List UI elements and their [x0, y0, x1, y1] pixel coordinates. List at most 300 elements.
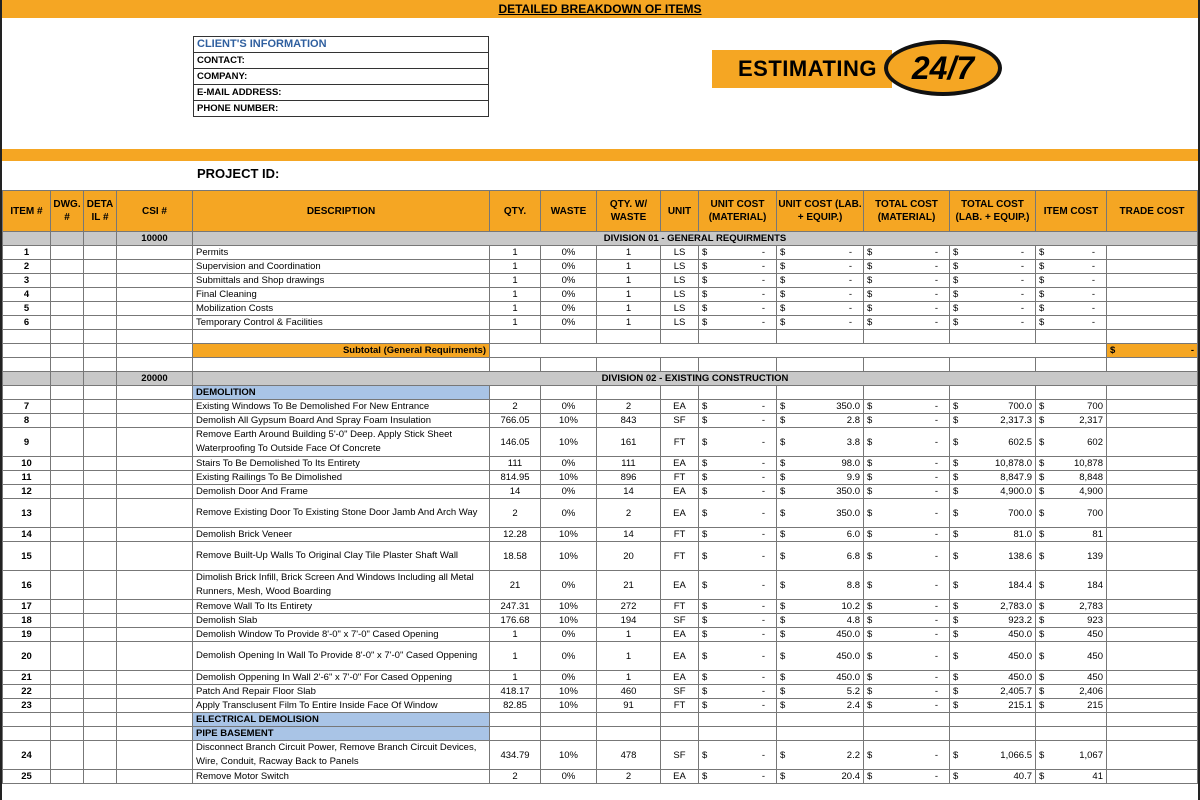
unit-cost-labor[interactable] — [777, 316, 864, 330]
cell[interactable] — [490, 330, 541, 344]
table-row[interactable] — [3, 671, 1198, 685]
qty-cell[interactable]: 82.85 — [490, 699, 541, 713]
cell[interactable] — [699, 358, 777, 372]
total-cost-material[interactable] — [864, 571, 950, 600]
unit-cell[interactable]: EA — [661, 770, 699, 784]
item-description[interactable]: Permits — [193, 246, 490, 260]
total-cost-material[interactable] — [864, 600, 950, 614]
item-cost[interactable] — [1036, 485, 1107, 499]
cell[interactable] — [3, 727, 51, 741]
detail-cell[interactable] — [84, 642, 117, 671]
unit-cost-material[interactable] — [699, 302, 777, 316]
qty-waste-cell[interactable]: 1 — [597, 302, 661, 316]
qty-cell[interactable]: 1 — [490, 288, 541, 302]
detail-cell[interactable] — [84, 528, 117, 542]
dwg-cell[interactable] — [51, 485, 84, 499]
cell[interactable] — [597, 330, 661, 344]
qty-cell[interactable]: 2 — [490, 770, 541, 784]
total-cost-material[interactable] — [864, 471, 950, 485]
unit-cell[interactable]: LS — [661, 302, 699, 316]
column-header[interactable]: CSI # — [117, 191, 193, 232]
trade-cost-cell[interactable] — [1107, 685, 1198, 699]
cell[interactable] — [1036, 358, 1107, 372]
csi-cell[interactable] — [117, 741, 193, 770]
detail-cell[interactable] — [84, 614, 117, 628]
waste-cell[interactable]: 0% — [541, 485, 597, 499]
unit-cost-material[interactable] — [699, 485, 777, 499]
qty-waste-cell[interactable]: 1 — [597, 274, 661, 288]
item-number[interactable]: 2 — [3, 260, 51, 274]
cell[interactable] — [864, 330, 950, 344]
total-cost-material[interactable] — [864, 642, 950, 671]
cell[interactable] — [3, 232, 51, 246]
csi-cell[interactable] — [117, 699, 193, 713]
total-cost-material[interactable] — [864, 274, 950, 288]
unit-cost-material[interactable] — [699, 471, 777, 485]
detail-cell[interactable] — [84, 471, 117, 485]
unit-cost-labor[interactable] — [777, 685, 864, 699]
cell[interactable] — [1107, 727, 1198, 741]
total-cost-labor[interactable] — [950, 471, 1036, 485]
waste-cell[interactable]: 10% — [541, 542, 597, 571]
qty-cell[interactable]: 814.95 — [490, 471, 541, 485]
item-description[interactable]: Existing Windows To Be Demolished For New Entrance — [193, 400, 490, 414]
cell[interactable] — [541, 330, 597, 344]
item-number[interactable]: 11 — [3, 471, 51, 485]
unit-cost-material[interactable] — [699, 699, 777, 713]
waste-cell[interactable]: 10% — [541, 471, 597, 485]
section-label[interactable]: DEMOLITION — [193, 386, 490, 400]
column-header[interactable]: DESCRIPTION — [193, 191, 490, 232]
unit-cost-labor[interactable] — [777, 288, 864, 302]
cell[interactable] — [1036, 386, 1107, 400]
trade-cost-cell[interactable] — [1107, 288, 1198, 302]
total-cost-material[interactable] — [864, 302, 950, 316]
table-row[interactable] — [3, 428, 1198, 457]
cell[interactable] — [864, 358, 950, 372]
cell[interactable] — [661, 386, 699, 400]
detail-cell[interactable] — [84, 741, 117, 770]
item-cost[interactable] — [1036, 600, 1107, 614]
item-cost[interactable] — [1036, 542, 1107, 571]
detail-cell[interactable] — [84, 685, 117, 699]
dwg-cell[interactable] — [51, 400, 84, 414]
waste-cell[interactable]: 0% — [541, 400, 597, 414]
unit-cost-material[interactable] — [699, 628, 777, 642]
item-description[interactable]: Demolish Opening In Wall To Provide 8'-0" x 7'-0" Cased Oppening — [193, 642, 490, 671]
item-cost[interactable] — [1036, 400, 1107, 414]
column-header[interactable]: UNIT COST (LAB. + EQUIP.) — [777, 191, 864, 232]
qty-cell[interactable]: 1 — [490, 302, 541, 316]
csi-cell[interactable] — [117, 671, 193, 685]
item-description[interactable]: Disconnect Branch Circuit Power, Remove Branch Circuit Devices, Wire, Conduit, Racway Back to Panels — [193, 741, 490, 770]
column-header[interactable]: TOTAL COST (MATERIAL) — [864, 191, 950, 232]
csi-cell[interactable] — [117, 302, 193, 316]
trade-cost-cell[interactable] — [1107, 542, 1198, 571]
item-number[interactable]: 10 — [3, 457, 51, 471]
cell[interactable] — [117, 727, 193, 741]
unit-cost-material[interactable] — [699, 499, 777, 528]
waste-cell[interactable]: 0% — [541, 457, 597, 471]
unit-cell[interactable]: EA — [661, 671, 699, 685]
detail-cell[interactable] — [84, 542, 117, 571]
item-cost[interactable] — [1036, 671, 1107, 685]
csi-cell[interactable] — [117, 316, 193, 330]
qty-waste-cell[interactable]: 111 — [597, 457, 661, 471]
cell[interactable] — [597, 386, 661, 400]
cell[interactable] — [777, 386, 864, 400]
dwg-cell[interactable] — [51, 457, 84, 471]
item-description[interactable]: Supervision and Coordination — [193, 260, 490, 274]
csi-cell[interactable] — [117, 614, 193, 628]
item-description[interactable]: Existing Railings To Be Dimolished — [193, 471, 490, 485]
unit-cell[interactable]: FT — [661, 528, 699, 542]
cell[interactable] — [84, 330, 117, 344]
qty-waste-cell[interactable]: 460 — [597, 685, 661, 699]
total-cost-labor[interactable] — [950, 457, 1036, 471]
item-number[interactable]: 13 — [3, 499, 51, 528]
waste-cell[interactable]: 0% — [541, 316, 597, 330]
table-row[interactable] — [3, 628, 1198, 642]
total-cost-material[interactable] — [864, 316, 950, 330]
cell[interactable] — [1107, 386, 1198, 400]
table-row[interactable] — [3, 288, 1198, 302]
unit-cost-material[interactable] — [699, 260, 777, 274]
cell[interactable] — [51, 344, 84, 358]
trade-cost-cell[interactable] — [1107, 471, 1198, 485]
unit-cost-labor[interactable] — [777, 642, 864, 671]
table-row[interactable] — [3, 542, 1198, 571]
qty-cell[interactable]: 176.68 — [490, 614, 541, 628]
dwg-cell[interactable] — [51, 246, 84, 260]
qty-waste-cell[interactable]: 2 — [597, 770, 661, 784]
qty-waste-cell[interactable]: 91 — [597, 699, 661, 713]
trade-cost-cell[interactable] — [1107, 457, 1198, 471]
trade-cost-cell[interactable] — [1107, 528, 1198, 542]
cell[interactable] — [490, 713, 541, 727]
unit-cost-labor[interactable] — [777, 260, 864, 274]
cell[interactable] — [1036, 330, 1107, 344]
qty-waste-cell[interactable]: 272 — [597, 600, 661, 614]
trade-cost-cell[interactable] — [1107, 699, 1198, 713]
unit-cost-labor[interactable] — [777, 400, 864, 414]
total-cost-material[interactable] — [864, 428, 950, 457]
unit-cost-labor[interactable] — [777, 457, 864, 471]
qty-cell[interactable]: 1 — [490, 316, 541, 330]
csi-cell[interactable] — [117, 600, 193, 614]
cell[interactable] — [193, 330, 490, 344]
total-cost-labor[interactable] — [950, 770, 1036, 784]
unit-cost-labor[interactable] — [777, 628, 864, 642]
qty-waste-cell[interactable]: 2 — [597, 499, 661, 528]
qty-cell[interactable]: 111 — [490, 457, 541, 471]
qty-waste-cell[interactable]: 1 — [597, 260, 661, 274]
total-cost-material[interactable] — [864, 542, 950, 571]
csi-number[interactable]: 10000 — [117, 232, 193, 246]
unit-cell[interactable]: EA — [661, 485, 699, 499]
trade-cost-cell[interactable] — [1107, 770, 1198, 784]
total-cost-material[interactable] — [864, 499, 950, 528]
csi-cell[interactable] — [117, 457, 193, 471]
item-description[interactable]: Dimolish Brick Infill, Brick Screen And Windows Including all Metal Runners, Mesh, Wood Boarding — [193, 571, 490, 600]
cell[interactable] — [84, 232, 117, 246]
trade-cost-cell[interactable] — [1107, 600, 1198, 614]
unit-cost-material[interactable] — [699, 671, 777, 685]
waste-cell[interactable]: 0% — [541, 671, 597, 685]
cell[interactable] — [777, 713, 864, 727]
detail-cell[interactable] — [84, 699, 117, 713]
unit-cost-labor[interactable] — [777, 528, 864, 542]
cell[interactable] — [51, 713, 84, 727]
contact-field[interactable]: CONTACT: — [194, 53, 488, 69]
item-cost[interactable] — [1036, 428, 1107, 457]
waste-cell[interactable]: 0% — [541, 571, 597, 600]
detail-cell[interactable] — [84, 600, 117, 614]
item-cost[interactable] — [1036, 699, 1107, 713]
cell[interactable] — [864, 386, 950, 400]
qty-waste-cell[interactable]: 896 — [597, 471, 661, 485]
cell[interactable] — [864, 713, 950, 727]
unit-cost-material[interactable] — [699, 457, 777, 471]
cell[interactable] — [1107, 330, 1198, 344]
csi-number[interactable]: 20000 — [117, 372, 193, 386]
item-description[interactable]: Temporary Control & Facilities — [193, 316, 490, 330]
total-cost-labor[interactable] — [950, 542, 1036, 571]
cell[interactable] — [597, 358, 661, 372]
column-header[interactable]: DETA IL # — [84, 191, 117, 232]
trade-cost-cell[interactable] — [1107, 614, 1198, 628]
section-label[interactable]: ELECTRICAL DEMOLISION — [193, 713, 490, 727]
dwg-cell[interactable] — [51, 316, 84, 330]
unit-cost-labor[interactable] — [777, 741, 864, 770]
item-cost[interactable] — [1036, 571, 1107, 600]
column-header[interactable]: DWG. # — [51, 191, 84, 232]
cell[interactable] — [1107, 713, 1198, 727]
unit-cost-labor[interactable] — [777, 614, 864, 628]
waste-cell[interactable]: 0% — [541, 628, 597, 642]
unit-cell[interactable]: SF — [661, 685, 699, 699]
dwg-cell[interactable] — [51, 642, 84, 671]
unit-cost-labor[interactable] — [777, 485, 864, 499]
item-number[interactable]: 1 — [3, 246, 51, 260]
waste-cell[interactable]: 10% — [541, 741, 597, 770]
table-row[interactable] — [3, 741, 1198, 770]
total-cost-labor[interactable] — [950, 528, 1036, 542]
csi-cell[interactable] — [117, 542, 193, 571]
total-cost-labor[interactable] — [950, 274, 1036, 288]
item-number[interactable]: 23 — [3, 699, 51, 713]
unit-cell[interactable]: FT — [661, 699, 699, 713]
csi-cell[interactable] — [117, 414, 193, 428]
item-cost[interactable] — [1036, 528, 1107, 542]
cell[interactable] — [490, 358, 541, 372]
qty-waste-cell[interactable]: 14 — [597, 485, 661, 499]
cell[interactable] — [541, 386, 597, 400]
unit-cost-material[interactable] — [699, 274, 777, 288]
cell[interactable] — [3, 358, 51, 372]
total-cost-material[interactable] — [864, 457, 950, 471]
item-number[interactable]: 17 — [3, 600, 51, 614]
cell[interactable] — [3, 330, 51, 344]
unit-cost-material[interactable] — [699, 316, 777, 330]
total-cost-material[interactable] — [864, 260, 950, 274]
company-field[interactable]: COMPANY: — [194, 69, 488, 85]
cell[interactable] — [3, 372, 51, 386]
detail-cell[interactable] — [84, 628, 117, 642]
column-header[interactable]: UNIT COST (MATERIAL) — [699, 191, 777, 232]
detail-cell[interactable] — [84, 414, 117, 428]
cell[interactable] — [950, 330, 1036, 344]
csi-cell[interactable] — [117, 571, 193, 600]
unit-cost-material[interactable] — [699, 770, 777, 784]
csi-cell[interactable] — [117, 770, 193, 784]
waste-cell[interactable]: 0% — [541, 302, 597, 316]
table-row[interactable] — [3, 302, 1198, 316]
column-header[interactable]: QTY. — [490, 191, 541, 232]
table-row[interactable] — [3, 499, 1198, 528]
total-cost-material[interactable] — [864, 528, 950, 542]
total-cost-labor[interactable] — [950, 414, 1036, 428]
unit-cost-material[interactable] — [699, 685, 777, 699]
total-cost-labor[interactable] — [950, 685, 1036, 699]
unit-cost-material[interactable] — [699, 400, 777, 414]
cell[interactable] — [699, 386, 777, 400]
qty-waste-cell[interactable]: 161 — [597, 428, 661, 457]
subtotal-value[interactable] — [1107, 344, 1198, 358]
item-cost[interactable] — [1036, 288, 1107, 302]
item-description[interactable]: Remove Earth Around Building 5'-0" Deep. Apply Stick Sheet Waterproofing To Outside Face Of Concrete — [193, 428, 490, 457]
total-cost-labor[interactable] — [950, 642, 1036, 671]
qty-cell[interactable]: 1 — [490, 246, 541, 260]
cell[interactable] — [699, 330, 777, 344]
item-cost[interactable] — [1036, 414, 1107, 428]
qty-cell[interactable]: 1 — [490, 642, 541, 671]
qty-cell[interactable]: 247.31 — [490, 600, 541, 614]
dwg-cell[interactable] — [51, 428, 84, 457]
item-cost[interactable] — [1036, 628, 1107, 642]
cell[interactable] — [1036, 727, 1107, 741]
dwg-cell[interactable] — [51, 288, 84, 302]
item-number[interactable]: 21 — [3, 671, 51, 685]
detail-cell[interactable] — [84, 400, 117, 414]
column-header[interactable]: TOTAL COST (LAB. + EQUIP.) — [950, 191, 1036, 232]
item-description[interactable]: Remove Existing Door To Existing Stone Door Jamb And Arch Way — [193, 499, 490, 528]
cell[interactable] — [950, 713, 1036, 727]
item-number[interactable]: 9 — [3, 428, 51, 457]
cell[interactable] — [699, 713, 777, 727]
waste-cell[interactable]: 0% — [541, 246, 597, 260]
item-cost[interactable] — [1036, 614, 1107, 628]
unit-cell[interactable]: SF — [661, 614, 699, 628]
cell[interactable] — [51, 358, 84, 372]
cell[interactable] — [490, 727, 541, 741]
cell[interactable] — [541, 358, 597, 372]
table-row[interactable] — [3, 571, 1198, 600]
total-cost-labor[interactable] — [950, 628, 1036, 642]
item-number[interactable]: 7 — [3, 400, 51, 414]
trade-cost-cell[interactable] — [1107, 400, 1198, 414]
total-cost-material[interactable] — [864, 614, 950, 628]
cell[interactable] — [84, 372, 117, 386]
total-cost-labor[interactable] — [950, 614, 1036, 628]
dwg-cell[interactable] — [51, 741, 84, 770]
item-cost[interactable] — [1036, 274, 1107, 288]
table-row[interactable] — [3, 770, 1198, 784]
waste-cell[interactable]: 10% — [541, 699, 597, 713]
item-number[interactable]: 8 — [3, 414, 51, 428]
unit-cost-labor[interactable] — [777, 571, 864, 600]
cell[interactable] — [51, 386, 84, 400]
cell[interactable] — [597, 713, 661, 727]
unit-cost-labor[interactable] — [777, 671, 864, 685]
cell[interactable] — [3, 344, 51, 358]
item-description[interactable]: Mobilization Costs — [193, 302, 490, 316]
cell[interactable] — [1107, 358, 1198, 372]
qty-cell[interactable]: 2 — [490, 400, 541, 414]
item-cost[interactable] — [1036, 741, 1107, 770]
table-row[interactable] — [3, 485, 1198, 499]
unit-cost-labor[interactable] — [777, 770, 864, 784]
cell[interactable] — [777, 358, 864, 372]
csi-cell[interactable] — [117, 485, 193, 499]
item-cost[interactable] — [1036, 685, 1107, 699]
detail-cell[interactable] — [84, 260, 117, 274]
column-header[interactable]: UNIT — [661, 191, 699, 232]
dwg-cell[interactable] — [51, 571, 84, 600]
dwg-cell[interactable] — [51, 302, 84, 316]
column-header[interactable]: TRADE COST — [1107, 191, 1198, 232]
waste-cell[interactable]: 0% — [541, 274, 597, 288]
dwg-cell[interactable] — [51, 528, 84, 542]
detail-cell[interactable] — [84, 316, 117, 330]
dwg-cell[interactable] — [51, 685, 84, 699]
total-cost-material[interactable] — [864, 770, 950, 784]
waste-cell[interactable]: 10% — [541, 528, 597, 542]
unit-cost-labor[interactable] — [777, 499, 864, 528]
qty-waste-cell[interactable]: 14 — [597, 528, 661, 542]
item-description[interactable]: Apply Transclusent Film To Entire Inside Face Of Window — [193, 699, 490, 713]
trade-cost-cell[interactable] — [1107, 671, 1198, 685]
cell[interactable] — [950, 727, 1036, 741]
item-number[interactable]: 25 — [3, 770, 51, 784]
cell[interactable] — [3, 713, 51, 727]
unit-cost-material[interactable] — [699, 571, 777, 600]
unit-cell[interactable]: EA — [661, 642, 699, 671]
total-cost-labor[interactable] — [950, 499, 1036, 528]
waste-cell[interactable]: 10% — [541, 600, 597, 614]
cell[interactable] — [84, 713, 117, 727]
item-description[interactable]: Demolish Slab — [193, 614, 490, 628]
trade-cost-cell[interactable] — [1107, 274, 1198, 288]
total-cost-labor[interactable] — [950, 600, 1036, 614]
cell[interactable] — [117, 386, 193, 400]
cell[interactable] — [1036, 713, 1107, 727]
detail-cell[interactable] — [84, 428, 117, 457]
item-cost[interactable] — [1036, 260, 1107, 274]
qty-waste-cell[interactable]: 843 — [597, 414, 661, 428]
table-row[interactable] — [3, 400, 1198, 414]
cell[interactable] — [490, 344, 1107, 358]
waste-cell[interactable]: 0% — [541, 499, 597, 528]
cell[interactable] — [117, 713, 193, 727]
cell[interactable] — [84, 727, 117, 741]
detail-cell[interactable] — [84, 770, 117, 784]
item-description[interactable]: Final Cleaning — [193, 288, 490, 302]
qty-waste-cell[interactable]: 2 — [597, 400, 661, 414]
item-cost[interactable] — [1036, 302, 1107, 316]
total-cost-labor[interactable] — [950, 485, 1036, 499]
table-row[interactable] — [3, 642, 1198, 671]
